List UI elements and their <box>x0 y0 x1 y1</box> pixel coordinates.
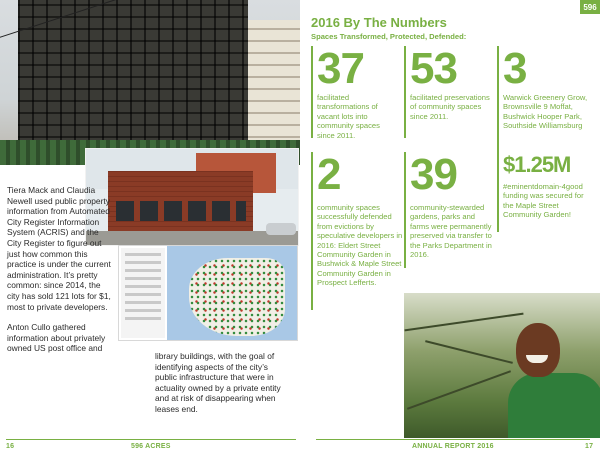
footer-rule-right <box>316 439 590 440</box>
stat-number: 39 <box>410 150 457 199</box>
footer-label-right: ANNUAL REPORT 2016 <box>412 443 494 450</box>
body-text-column-1 <box>7 185 115 364</box>
paragraph-acris: Tiera Mack and Claudia Newell used public property information from Automated City Register Information System (ACRIS) and the City Register to figure out just how common this practice is under the current administration. It’s pretty common: since 2014, the city has sold 121 lots for $1, most to private developers. <box>7 185 111 312</box>
green-shirt <box>508 373 600 438</box>
page-number-right: 17 <box>585 443 594 450</box>
stat-description: facilitated transformations of vacant lots into community spaces since 2011. <box>317 93 380 140</box>
596-logo: 596 <box>580 0 600 14</box>
page-subtitle: Spaces Transformed, Protected, Defended: <box>311 32 467 41</box>
body-text-column-2: library buildings, with the goal of identifying aspects of the city’s public infrastructure that were in actuality owned by a private entity and at risk of disappearing when leases end. <box>155 351 281 414</box>
stat-description: community spaces successfully defended from evictions by speculative developers in 2016: Eldert Street Community Garden in Bushwick & Maple Street Community Garden in Prospect Lefferts. <box>317 203 403 288</box>
stat-description: community-stewarded gardens, parks and farms were permanently preserved via transfer to the Parks Department in 2016. <box>410 203 492 260</box>
footer-label-left: 596 ACRES <box>131 443 171 450</box>
map-land-dots <box>189 258 285 336</box>
stat-number: 3 <box>503 44 527 93</box>
stat-description: facilitated preservations of community spaces since 2011. <box>410 93 490 121</box>
page-title: 2016 By The Numbers <box>311 15 447 30</box>
neighboring-building <box>248 20 300 160</box>
parked-car <box>266 223 296 235</box>
smiling-man-photo <box>404 293 600 438</box>
face <box>516 323 560 377</box>
post-office-photo <box>85 148 299 246</box>
stat-number: 2 <box>317 150 341 199</box>
page-number-left: 16 <box>6 443 15 450</box>
footer-rule-left <box>6 439 296 440</box>
paragraph-post-office: Anton Cullo gathered information about privately owned US post office and <box>7 322 106 354</box>
stat-number: 53 <box>410 44 457 93</box>
stat-description: Warwick Greenery Grow, Brownsville 9 Moffat, Bushwick Hooper Park, Southside Williamsburg <box>503 93 588 131</box>
scaffolded-tower <box>18 0 248 150</box>
stat-number: 37 <box>317 44 364 93</box>
map-sidebar-panel <box>121 248 165 338</box>
stat-description: #eminentdomain-4good funding was secured for the Maple Street Community Garden! <box>503 182 584 220</box>
property-map-screenshot <box>118 245 298 341</box>
building-scaffold-photo <box>0 0 300 165</box>
stat-number: $1.25M <box>503 152 571 177</box>
